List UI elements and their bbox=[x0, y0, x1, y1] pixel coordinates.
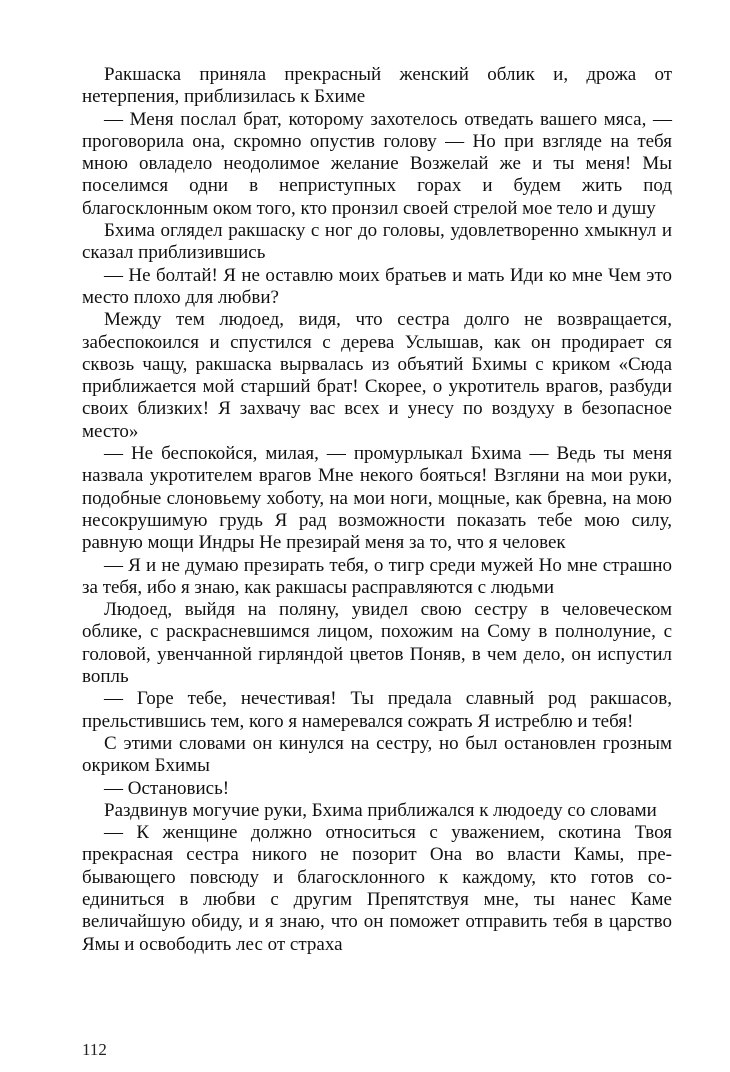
paragraph: — Не болтай! Я не оставлю моих братьев и мать Иди ко мне Чем это место плохо для любви? bbox=[82, 264, 672, 308]
paragraph: — Горе тебе, нечестивая! Ты предала славный род ракшасов, прельстившись тем, кого я намеревался сожрать Я истреблю и тебя! bbox=[82, 688, 672, 732]
paragraph: — Я и не думаю презирать тебя, о тигр среди мужей Но мне страшно за тебя, ибо я знаю, как ракшасы расправляются с людьми bbox=[82, 554, 672, 598]
paragraph: Ракшаска приняла прекрасный женский облик и, дрожа от нетерпения, приблизилась к Бхиме bbox=[82, 64, 672, 108]
paragraph: — Остановись! bbox=[104, 777, 230, 799]
page-number: 112 bbox=[82, 1040, 107, 1059]
paragraph: Людоед, выйдя на поляну, увидел свою сестру в человеческом облике, с раскрасневшимся лицом, похожим на Сому в полнолуние, с головой, увенчанной гирляндой цветов Поняв, в чем дело, он испустил вопль bbox=[82, 599, 672, 688]
paragraph: — Меня послал брат, которому захотелось отведать вашего мяса, — проговорила она, скромно опустив голову — Но при взгляде на тебя мною овладело неодолимое желание Возжелай же и ты меня! Мы поселимся одни в неприступных горах и будем жить под благосклонным оком того, кто пронзил своей стрелой мое тело и душу bbox=[82, 108, 672, 219]
body-text bbox=[82, 64, 672, 956]
paragraph: — Не беспокойся, милая, — промурлыкал Бхима — Ведь ты меня назвала укротителем врагов Мне некого бояться! Взгляни на мои руки, подобные слоновьему хоботу, на мои ноги, мощные, как бревна, на мою несокрушимую грудь Я рад возможности показать тебе мою силу, равную мощи Индры Не презирай меня за то, что я человек bbox=[82, 443, 672, 554]
paragraph: Раздвинув могучие руки, Бхима приближался к людоеду со словами bbox=[104, 799, 657, 821]
paragraph: Бхима оглядел ракшаску с ног до головы, удовлетворенно хмыкнул и сказал приблизившись bbox=[82, 220, 672, 264]
paragraph: — К женщине должно относиться с уважением, скотина Твоя прекрасная сестра никого не позорит Она во власти Камы, пребывающего повсюду и благосклонного к каждому, кто готов соединиться в любви с другим Препятствуя мне, ты нанес Каме величайшую обиду, и я знаю, что он поможет отправить тебя в царство Ямы и освободить лес от страха bbox=[82, 822, 672, 955]
paragraph: С этими словами он кинулся на сестру, но был остановлен грозным окриком Бхимы bbox=[82, 732, 672, 777]
paragraph: Между тем людоед, видя, что сестра долго не возвращается, забеспокоился и спустился с дерева Услышав, как он продирает ся сквозь чащу, ракшаска вырвалась из объятий Бхимы с криком «Сюда приближается мой старший брат! Скорее, о укротитель врагов, разбуди своих близких! Я захвачу вас всех и унесу по воздуху в безопасное место» bbox=[82, 309, 672, 442]
